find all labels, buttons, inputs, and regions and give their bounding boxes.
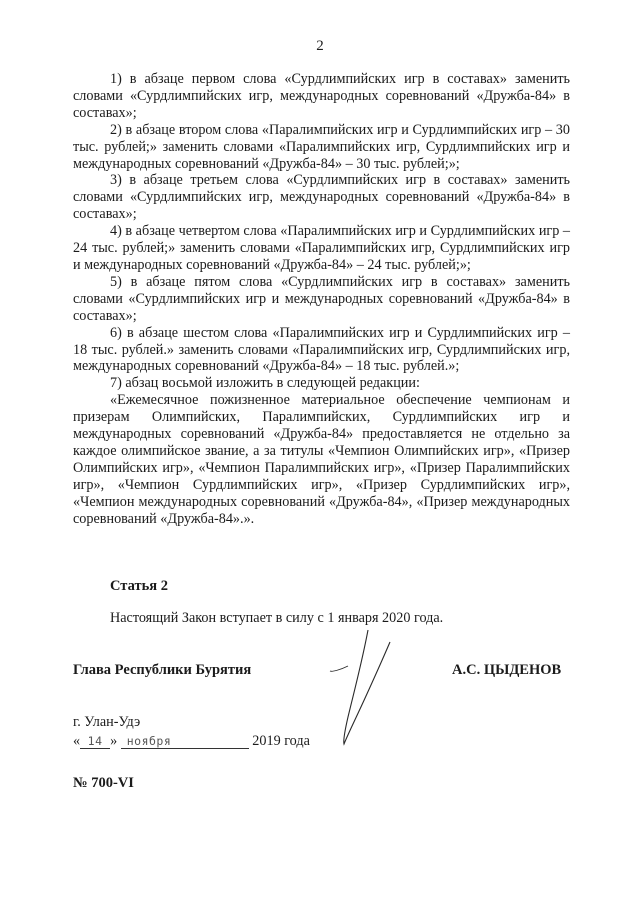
signatory-title: Глава Республики Бурятия: [73, 662, 252, 678]
paragraph-4: 4) в абзаце четвертом слова «Паралимпийских игр и Сурдлимпийских игр – 24 тыс. рублей;» заменить словами «Паралимпийских игр, Сурдлимпийских игр и международных соревнований «Дружба-84» – 24 тыс. рублей;»;: [73, 223, 570, 273]
page-number: 2: [316, 38, 324, 54]
amendments-body: [73, 71, 570, 527]
date-month: ноября: [121, 735, 249, 749]
paragraph-8: «Ежемесячное пожизненное материальное обеспечение чемпионам и призерам Олимпийских, Паралимпийских, Сурдлимпийских игр и международных соревнований «Дружба-84» предоставляется не отдельно за каждое олимпийское звание, а за титулы «Чемпион Олимпийских игр», «Призер Олимпийских игр», «Чемпион Паралимпийских игр», «Призер Паралимпийских игр», «Чемпион Сурдлимпийских игр», «Призер Сурдлимпийских игр», «Чемпион международных соревнований «Дружба-84», «Призер международных соревнований «Дружба-84».».: [73, 392, 570, 527]
city: г. Улан-Удэ: [73, 714, 141, 730]
date-open-quote: «: [73, 733, 81, 749]
paragraph-1: 1) в абзаце первом слова «Сурдлимпийских игр в составах» заменить словами «Сурдлимпийских игр, международных соревнований «Дружба-84» в составах»;: [73, 71, 570, 121]
paragraph-3: 3) в абзаце третьем слова «Сурдлимпийских игр в составах» заменить словами «Сурдлимпийских игр, международных соревнований «Дружба-84» в составах»;: [73, 172, 570, 223]
signatory-name: А.С. ЦЫДЕНОВ: [452, 662, 562, 678]
effective-date-text: Настоящий Закон вступает в силу с 1 января 2020 года.: [110, 610, 444, 626]
article-heading: Статья 2: [110, 578, 168, 594]
handwritten-signature: [310, 622, 430, 752]
date-close-quote: »: [110, 733, 118, 749]
date-year: 2019 года: [252, 733, 310, 749]
paragraph-6: 6) в абзаце шестом слова «Паралимпийских игр и Сурдлимпийских игр – 18 тыс. рублей.» заменить словами «Паралимпийских игр, Сурдлимпийских игр, международных соревнований «Дружба-84» – 18 тыс. рублей.»;: [73, 324, 570, 375]
paragraph-7: 7) абзац восьмой изложить в следующей редакции:: [110, 375, 420, 392]
paragraph-2: 2) в абзаце втором слова «Паралимпийских игр и Сурдлимпийских игр – 30 тыс. рублей;» заменить словами «Паралимпийских игр, Сурдлимпийских игр и международных соревнований «Дружба-84» – 30 тыс. рублей;»;: [73, 121, 570, 172]
paragraph-5: 5) в абзаце пятом слова «Сурдлимпийских игр в составах» заменить словами «Сурдлимпийских игр и международных соревнований «Дружба-84» в составах»;: [73, 273, 570, 324]
law-number: № 700-VI: [73, 775, 134, 791]
date-day: 14: [80, 735, 110, 749]
signing-date: [73, 733, 310, 750]
